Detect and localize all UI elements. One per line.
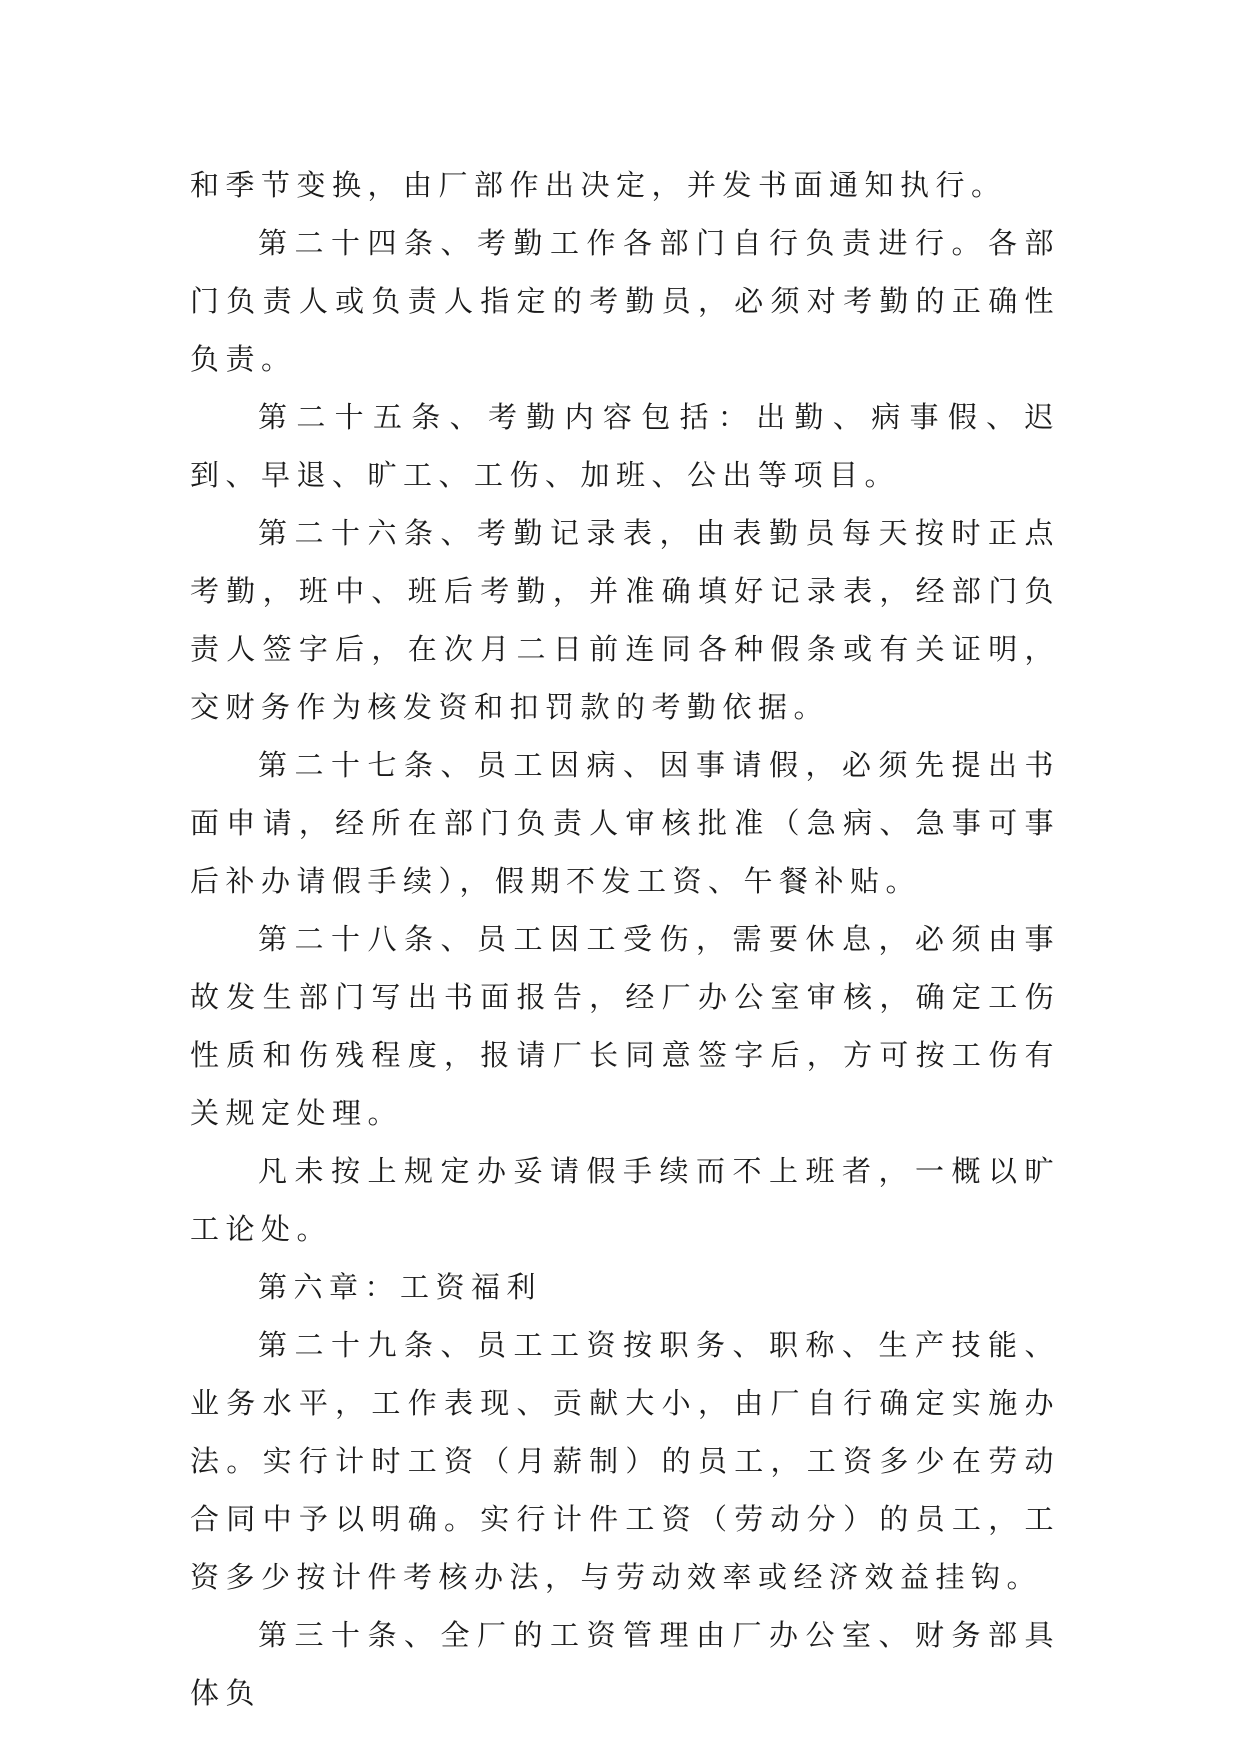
paragraph-article-28: 第二十八条、员工因工受伤，需要休息，必须由事故发生部门写出书面报告，经厂办公室审核，确定工伤性质和伤残程度，报请厂长同意签字后，方可按工伤有关规定处理。 — [190, 922, 1060, 1130]
chapter-heading: 第六章：工资福利 — [258, 1270, 543, 1304]
paragraph-continuation: 和季节变换，由厂部作出决定，并发书面通知执行。 — [190, 168, 1007, 202]
paragraph-article-29: 第二十九条、员工工资按职务、职称、生产技能、业务水平，工作表现、贡献大小，由厂自行确定实施办法。实行计时工资（月薪制）的员工，工资多少在劳动合同中予以明确。实行计件工资（劳动分）的员工，工资多少按计件考核办法，与劳动效率或经济效益挂钩。 — [190, 1328, 1060, 1594]
paragraph-article-30: 第三十条、全厂的工资管理由厂办公室、财务部具体负 — [190, 1618, 1060, 1710]
document-body — [190, 156, 1060, 1722]
paragraph-article-24: 第二十四条、考勤工作各部门自行负责进行。各部门负责人或负责人指定的考勤员，必须对考勤的正确性负责。 — [190, 226, 1060, 376]
paragraph-absence-rule: 凡未按上规定办妥请假手续而不上班者，一概以旷工论处。 — [190, 1154, 1060, 1246]
paragraph-article-27: 第二十七条、员工因病、因事请假，必须先提出书面申请，经所在部门负责人审核批准（急病、急事可事后补办请假手续），假期不发工资、午餐补贴。 — [190, 748, 1060, 898]
paragraph-article-25: 第二十五条、考勤内容包括：出勤、病事假、迟到、早退、旷工、工伤、加班、公出等项目。 — [190, 400, 1060, 492]
paragraph-article-26: 第二十六条、考勤记录表，由表勤员每天按时正点考勤，班中、班后考勤，并准确填好记录表，经部门负责人签字后，在次月二日前连同各种假条或有关证明，交财务作为核发资和扣罚款的考勤依据。 — [190, 516, 1060, 724]
